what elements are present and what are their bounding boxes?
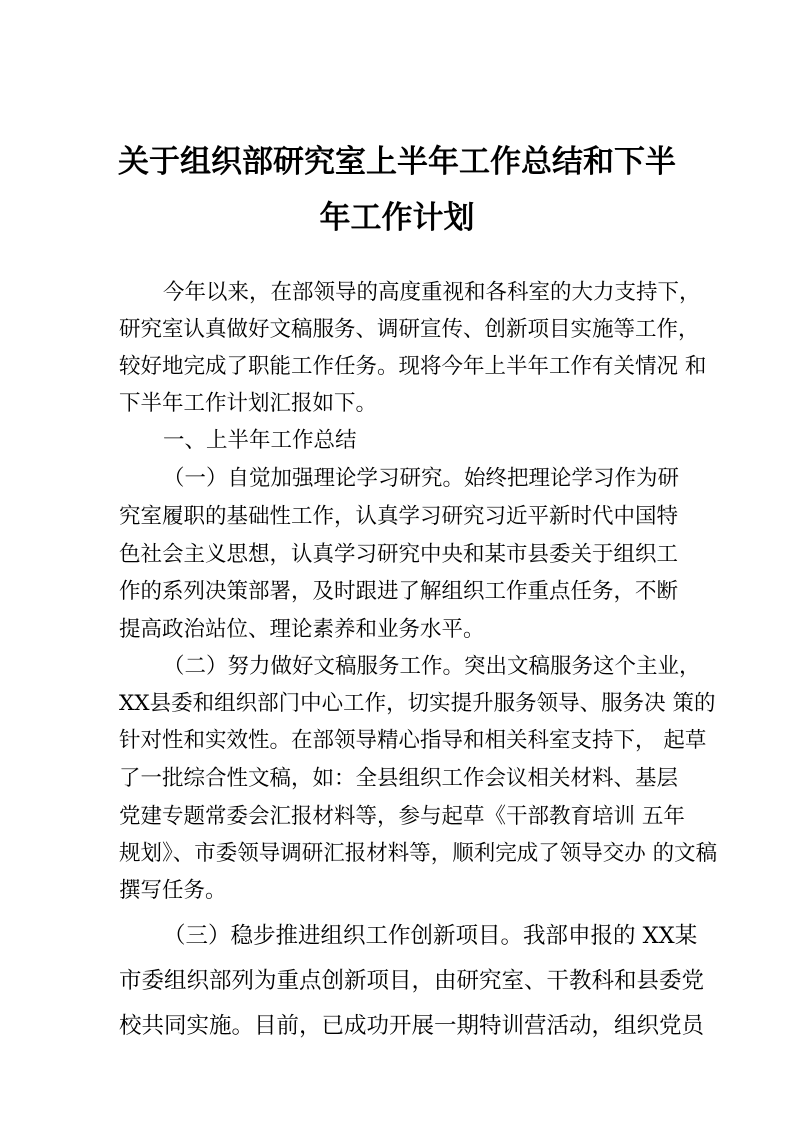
paragraph-line: 市委组织部列为重点创新项目，由研究室、干教科和县委党 xyxy=(119,968,705,994)
paragraph-line: XX县委和组织部门中心工作，切实提升服务领导、服务决 策的 xyxy=(119,691,716,716)
paragraph-line: 党建专题常委会汇报材料等，参与起草《干部教育培训 五年 xyxy=(119,804,685,829)
paragraph-line: 针对性和实效性。在部领导精心指导和相关科室支持下， 起草 xyxy=(119,728,707,753)
document-title-line-1: 关于组织部研究室上半年工作总结和下半 xyxy=(118,144,676,180)
paragraph-line: （一）自觉加强理论学习研究。始终把理论学习作为研 xyxy=(163,466,680,491)
document-title-line-2: 年工作计划 xyxy=(319,200,475,236)
paragraph-line: 较好地完成了职能工作任务。现将今年上半年工作有关情况 和 xyxy=(119,354,707,379)
paragraph-line: 究室履职的基础性工作，认真学习研究习近平新时代中国特 xyxy=(119,504,679,529)
paragraph-line: 作的系列决策部署，及时跟进了解组织工作重点任务，不断 xyxy=(119,579,679,604)
paragraph-line: 色社会主义思想，认真学习研究中央和某市县委关于组织工 xyxy=(119,542,679,567)
paragraph-line: 了一批综合性文稿，如：全县组织工作会议相关材料、基层 xyxy=(119,766,679,791)
paragraph-line: 撰写任务。 xyxy=(119,878,227,903)
paragraph-line: 今年以来，在部领导的高度重视和各科室的大力支持下， xyxy=(163,280,701,305)
paragraph-line: 规划》、市委领导调研汇报材料等，顺利完成了领导交办 的文稿 xyxy=(119,841,718,866)
paragraph-line: 提高政治站位、理论素养和业务水平。 xyxy=(119,617,485,642)
paragraph-line: （二）努力做好文稿服务工作。突出文稿服务这个主业， xyxy=(163,654,701,679)
section-heading: 一、上半年工作总结 xyxy=(163,428,357,453)
paragraph-line: 研究室认真做好文稿服务、调研宣传、创新项目实施等工作， xyxy=(119,317,700,342)
paragraph-line: （三）稳步推进组织工作创新项目。我部申报的 XX某 xyxy=(163,923,698,949)
paragraph-line: 下半年工作计划汇报如下。 xyxy=(119,391,378,416)
paragraph-line: 校共同实施。目前，已成功开展一期特训营活动，组织党员 xyxy=(119,1013,705,1039)
